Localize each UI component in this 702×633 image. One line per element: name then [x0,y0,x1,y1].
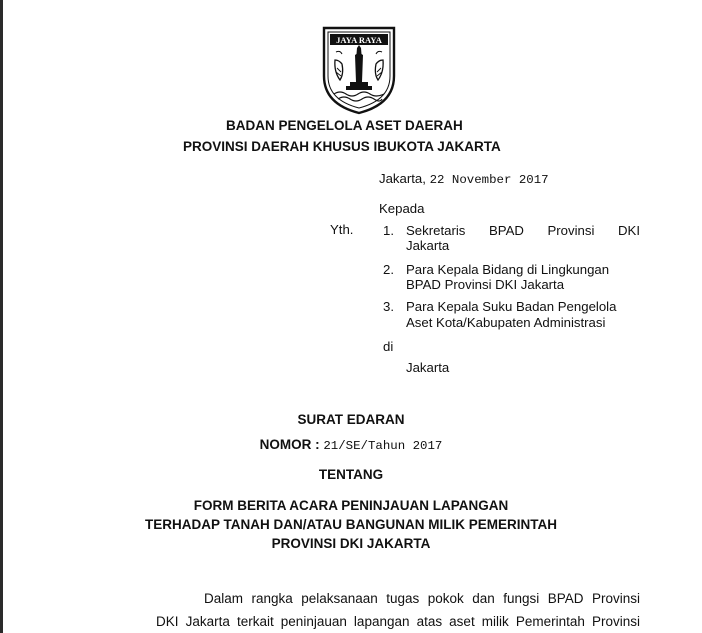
recipient-2-line2: BPAD Provinsi DKI Jakarta [406,277,565,292]
yth-label: Yth. [330,222,354,237]
recipient-1-line1: Sekretaris BPAD Provinsi DKI [406,223,640,238]
recipient-3-line1: Para Kepala Suku Badan Pengelola [406,299,617,314]
subject-line-3: PROVINSI DKI JAKARTA [271,536,431,551]
recipient-1-num: 1. [383,223,394,238]
document-title: SURAT EDARAN [297,412,405,427]
kepada-label: Kepada [379,201,425,216]
agency-name: BADAN PENGELOLA ASET DAERAH [226,118,463,133]
emblem-banner-text: JAYA RAYA [336,35,382,45]
date-value: 22 November 2017 [429,173,549,187]
body-line-2: DKI Jakarta terkait peninjauan lapangan atas aset milik Pemerintah Provinsi [156,614,640,629]
recipient-3-line2: Aset Kota/Kabupaten Administrasi [406,315,606,330]
subject-line-1: FORM BERITA ACARA PENINJAUAN LAPANGAN [193,498,509,513]
nomor-value: 21/SE/Tahun 2017 [323,439,443,453]
city-label: Jakarta [406,360,450,375]
di-label: di [383,339,394,354]
document-number [0,437,702,453]
body-line-1: Dalam rangka pelaksanaan tugas pokok dan fungsi BPAD Provinsi [204,591,640,606]
recipient-3-num: 3. [383,299,394,314]
subject-line-2: TERHADAP TANAH DAN/ATAU BANGUNAN MILIK PEMERINTAH [145,517,557,532]
province-name: PROVINSI DAERAH KHUSUS IBUKOTA JAKARTA [183,139,501,154]
nomor-label: NOMOR : [259,437,320,452]
tentang-label: TENTANG [318,467,384,482]
recipient-2-num: 2. [383,262,394,277]
date-line [379,171,549,187]
date-place: Jakarta, [379,171,426,186]
jakarta-coat-of-arms-icon [320,24,398,116]
recipient-2-line1: Para Kepala Bidang di Lingkungan [406,262,610,277]
recipient-1-line2: Jakarta [406,238,450,253]
